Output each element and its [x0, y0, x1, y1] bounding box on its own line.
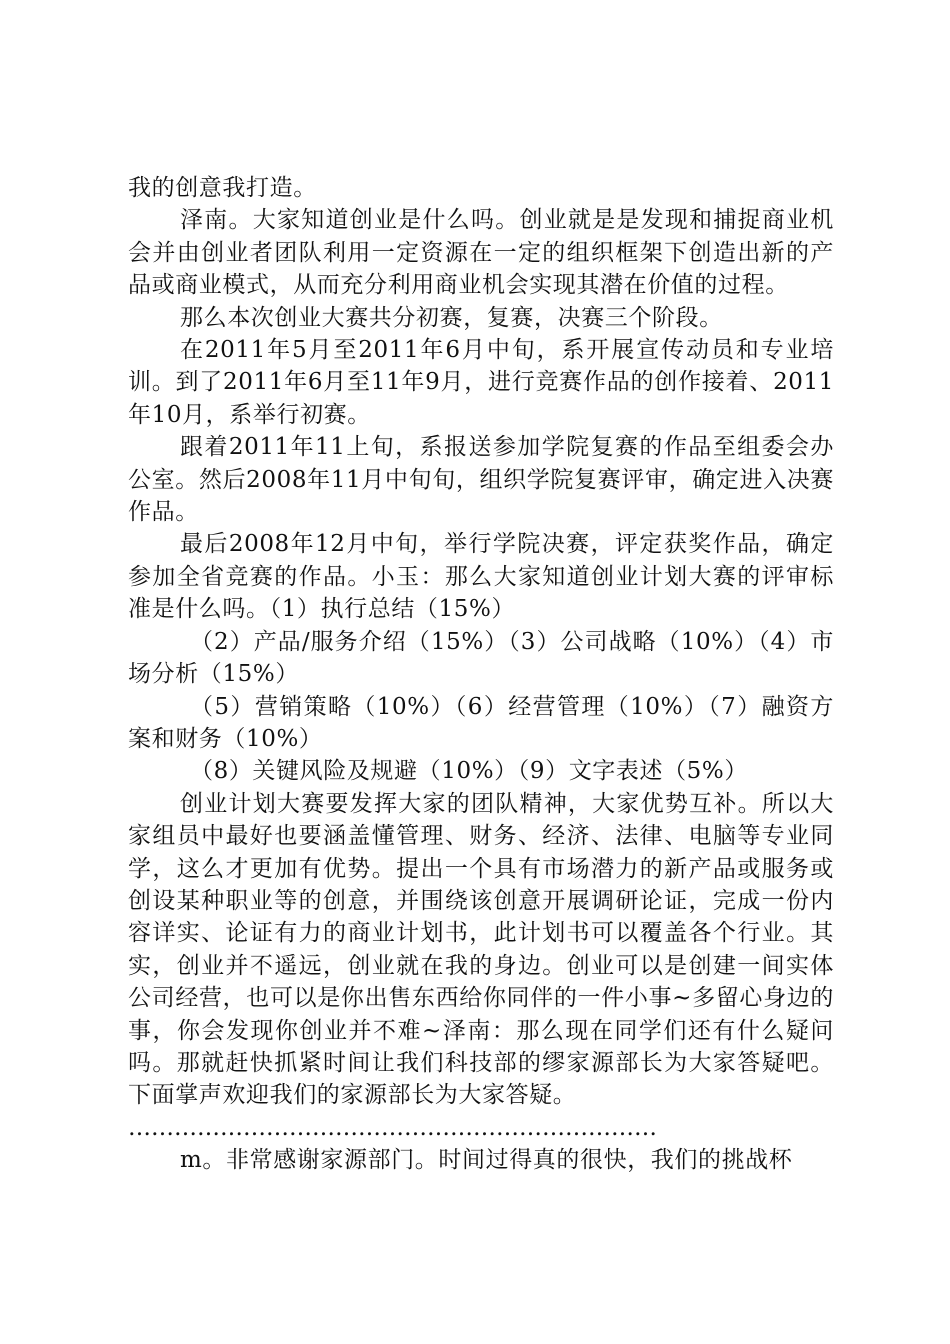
- paragraph-criteria-5-7: （5）营销策略（10%）（6）经营管理（10%）（7）融资方案和财务（10%）: [128, 693, 834, 752]
- document-body: [128, 172, 834, 1177]
- dotted-separator: ……………………………………………………………: [128, 1114, 657, 1141]
- paragraph-criteria-2-4: （2）产品/服务介绍（15%）（3）公司战略（10%）（4）市场分析（15%）: [128, 628, 834, 688]
- paragraph-final-round: 最后2008年12月中旬，举行学院决赛，评定获奖作品，确定参加全省竞赛的作品。小玉：那么大家知道创业计划大赛的评审标准是什么吗。（1）执行总结（15%）: [128, 531, 834, 623]
- paragraph-preliminary-round: 在2011年5月至2011年6月中旬，系开展宣传动员和专业培训。到了2011年6月至11年9月，进行竞赛作品的创作接着、2011年10月，系举行初赛。: [128, 337, 834, 428]
- paragraph-intro: 我的创意我打造。: [128, 175, 317, 201]
- paragraph-three-stages: 那么本次创业大赛共分初赛，复赛，决赛三个阶段。: [180, 304, 723, 331]
- paragraph-what-is-entrepreneurship: 泽南。大家知道创业是什么吗。创业就是是发现和捕捉商业机会并由创业者团队利用一定资源在一定的组织框架下创造出新的产品或商业模式，从而充分利用商业机会实现其潜在价值的过程。: [128, 207, 834, 299]
- paragraph-team-spirit: 创业计划大赛要发挥大家的团队精神，大家优势互补。所以大家组员中最好也要涵盖懂管理、财务、经济、法律、电脑等专业同学，这么才更加有优势。提出一个具有市场潜力的新产品或服务或创设某种职业等的创意，并围绕该创意开展调研论证，完成一份内容详实、论证有力的商业计划书，此计划书可以覆盖各个行业。其实，创业并不遥远，创业就在我的身边。创业可以是创建一间实体公司经营，也可以是你出售东西给你同伴的一件小事~多留心身边的事，你会发现你创业并不难~泽南：那么现在同学们还有什么疑问吗。那就赶快抓紧时间让我们科技部的缪家源部长为大家答疑吧。下面掌声欢迎我们的家源部长为大家答疑。: [128, 790, 834, 1109]
- paragraph-second-round: 跟着2011年11上旬，系报送参加学院复赛的作品至组委会办公室。然后2008年11月中旬旬，组织学院复赛评审，确定进入决赛作品。: [128, 434, 834, 526]
- paragraph-criteria-8-9: （8）关键风险及规避（10%）（9）文字表述（5%）: [190, 758, 748, 785]
- paragraph-closing: m。非常感谢家源部门。时间过得真的很快，我们的挑战杯: [180, 1147, 793, 1174]
